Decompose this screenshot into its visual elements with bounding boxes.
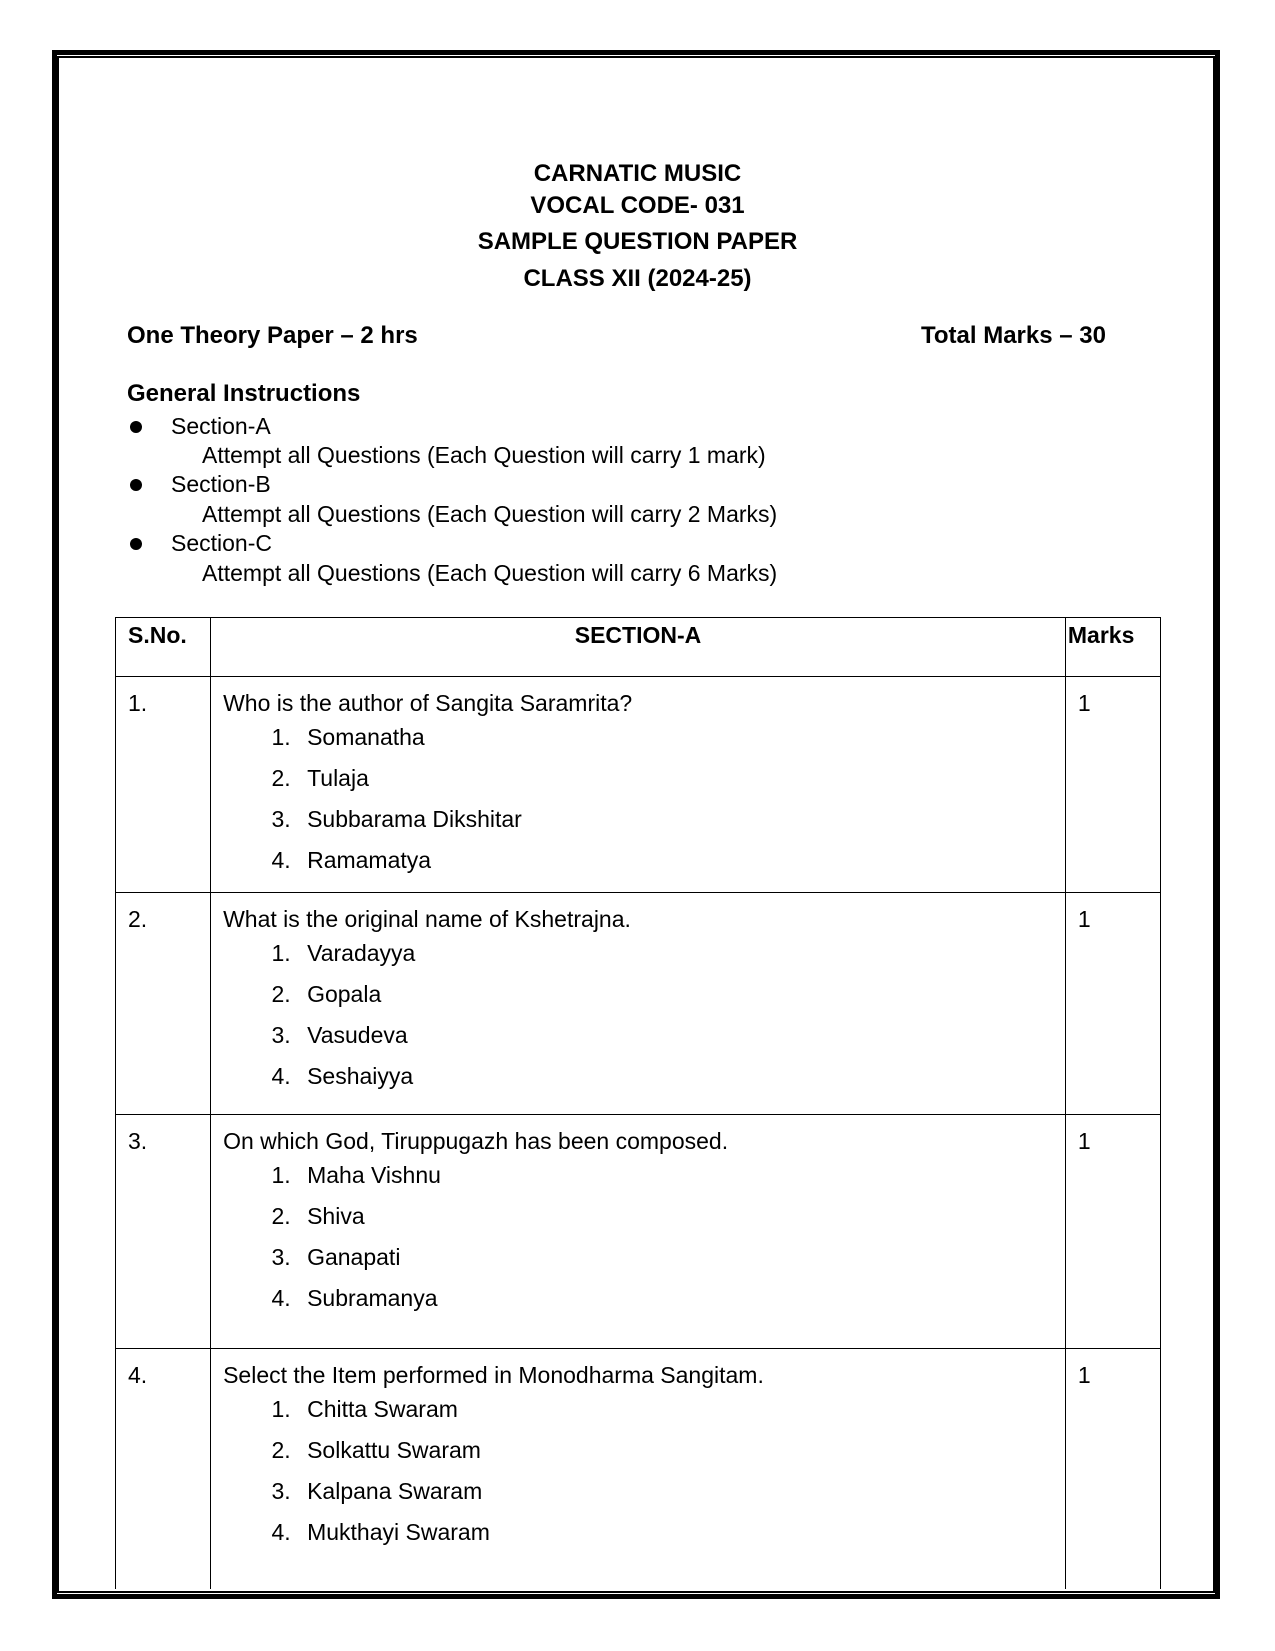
bullet-icon [130,421,142,433]
option-item: 4. Ramamatya [297,848,1065,889]
question-marks: 1 [1077,690,1091,716]
question-text: What is the original name of Kshetrajna. [223,906,631,932]
question-number: 1. [128,690,148,716]
subject-code: VOCAL CODE- 031 [530,192,745,219]
class-year: CLASS XII (2024-25) [523,265,752,292]
option-list [211,1397,1065,1561]
option-list [211,1163,1065,1327]
question-text: On which God, Tiruppugazh has been composed. [223,1128,729,1154]
instruction-section-label: Section-C [171,530,272,556]
option-item: 1. Varadayya [297,941,1065,982]
total-marks: Total Marks – 30 [921,322,1106,349]
question-marks: 1 [1077,1362,1091,1388]
table-row [116,1349,1161,1590]
question-marks: 1 [1077,1128,1091,1154]
question-table [115,617,1161,1589]
option-item: 1. Somanatha [297,725,1065,766]
option-item: 1. Chitta Swaram [297,1397,1065,1438]
option-list [211,941,1065,1105]
instruction-section-text: Attempt all Questions (Each Question will carry 2 Marks) [202,501,778,527]
instruction-section-label: Section-B [171,471,271,497]
header-marks: Marks [1067,622,1135,648]
option-item: 4. Mukthayi Swaram [297,1520,1065,1561]
option-list [211,725,1065,889]
instruction-section-label: Section-A [171,413,271,439]
option-item: 3. Kalpana Swaram [297,1479,1065,1520]
general-instructions-title: General Instructions [127,380,361,407]
option-item: 2. Gopala [297,982,1065,1023]
instruction-section-text: Attempt all Questions (Each Question will carry 1 mark) [202,442,766,468]
bullet-icon [130,479,142,491]
question-number: 2. [128,906,148,932]
option-item: 3. Subbarama Dikshitar [297,807,1065,848]
header-sno: S.No. [128,622,187,648]
question-marks: 1 [1077,906,1091,932]
question-number: 4. [128,1362,148,1388]
option-item: 4. Seshaiyya [297,1064,1065,1105]
paper-title: SAMPLE QUESTION PAPER [477,228,798,255]
question-text: Select the Item performed in Monodharma Sangitam. [223,1362,764,1388]
option-item: 1. Maha Vishnu [297,1163,1065,1204]
option-item: 2. Shiva [297,1204,1065,1245]
table-row [116,1115,1161,1349]
instruction-section-text: Attempt all Questions (Each Question will carry 6 Marks) [202,560,778,586]
question-text: Who is the author of Sangita Saramrita? [223,690,633,716]
table-header-row [116,618,1161,677]
option-item: 2. Solkattu Swaram [297,1438,1065,1479]
subject-title: CARNATIC MUSIC [533,160,742,187]
table-row [116,677,1161,893]
table-row [116,893,1161,1115]
header-section: SECTION-A [574,622,702,648]
paper-duration: One Theory Paper – 2 hrs [127,322,418,349]
option-item: 4. Subramanya [297,1286,1065,1327]
question-number: 3. [128,1128,148,1154]
option-item: 3. Ganapati [297,1245,1065,1286]
option-item: 2. Tulaja [297,766,1065,807]
option-item: 3. Vasudeva [297,1023,1065,1064]
bullet-icon [130,538,142,550]
